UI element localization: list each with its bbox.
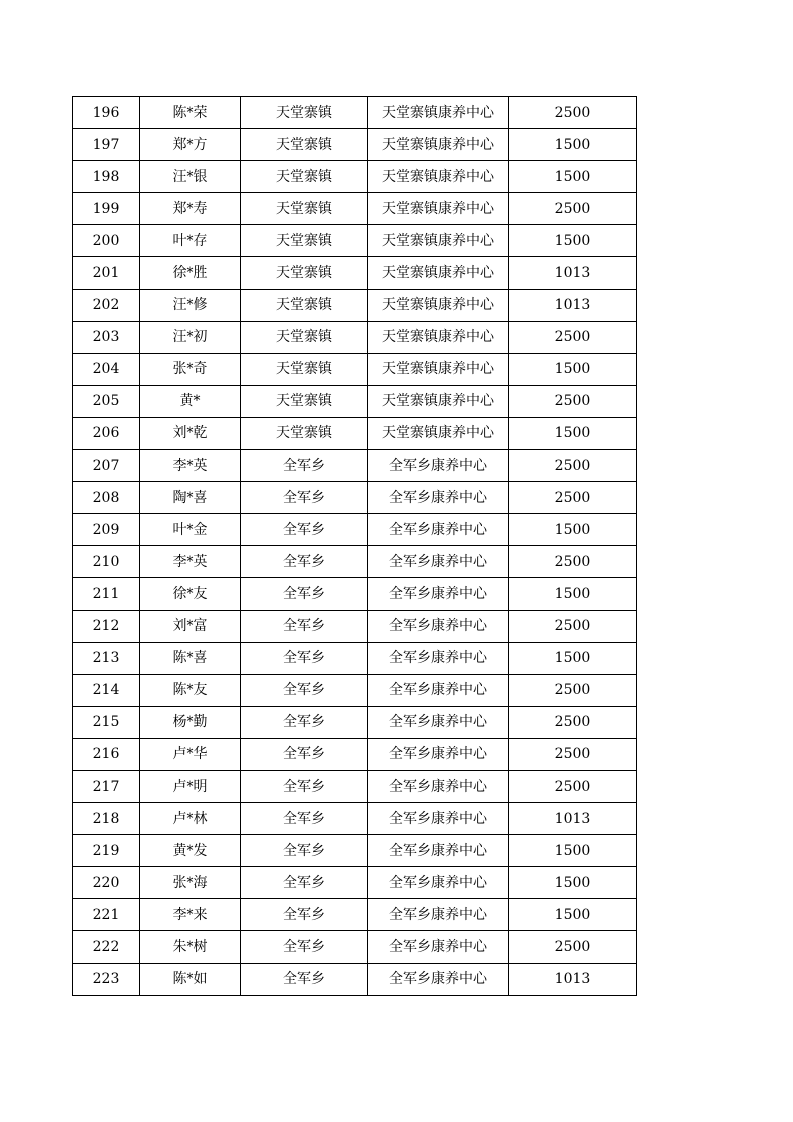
amount-cell: 2500 — [509, 674, 637, 706]
name-cell: 徐*胜 — [140, 257, 241, 289]
amount-cell: 1500 — [509, 835, 637, 867]
town-cell: 全军乡 — [241, 963, 368, 995]
name-cell: 汪*初 — [140, 321, 241, 353]
name-cell: 郑*方 — [140, 129, 241, 161]
town-cell: 天堂寨镇 — [241, 225, 368, 257]
amount-cell: 1500 — [509, 514, 637, 546]
name-cell: 陈*荣 — [140, 97, 241, 129]
care-center-cell: 天堂寨镇康养中心 — [368, 193, 509, 225]
care-center-cell: 全军乡康养中心 — [368, 835, 509, 867]
town-cell: 天堂寨镇 — [241, 257, 368, 289]
care-center-cell: 天堂寨镇康养中心 — [368, 321, 509, 353]
town-cell: 全军乡 — [241, 867, 368, 899]
care-center-cell: 全军乡康养中心 — [368, 514, 509, 546]
care-center-cell: 天堂寨镇康养中心 — [368, 161, 509, 193]
name-cell: 卢*林 — [140, 803, 241, 835]
table-row — [73, 97, 637, 129]
table-row — [73, 835, 637, 867]
table-row — [73, 353, 637, 385]
row-number-cell: 203 — [73, 321, 140, 353]
name-cell: 张*海 — [140, 867, 241, 899]
name-cell: 李*来 — [140, 899, 241, 931]
amount-cell: 1500 — [509, 129, 637, 161]
name-cell: 李*英 — [140, 546, 241, 578]
name-cell: 张*奇 — [140, 353, 241, 385]
town-cell: 天堂寨镇 — [241, 97, 368, 129]
table-row — [73, 738, 637, 770]
care-center-cell: 天堂寨镇康养中心 — [368, 289, 509, 321]
town-cell: 全军乡 — [241, 835, 368, 867]
name-cell: 徐*友 — [140, 578, 241, 610]
table-row — [73, 193, 637, 225]
town-cell: 全军乡 — [241, 674, 368, 706]
row-number-cell: 222 — [73, 931, 140, 963]
care-center-cell: 全军乡康养中心 — [368, 738, 509, 770]
name-cell: 叶*存 — [140, 225, 241, 257]
amount-cell: 2500 — [509, 385, 637, 417]
amount-cell: 1500 — [509, 353, 637, 385]
name-cell: 郑*寿 — [140, 193, 241, 225]
table-row — [73, 225, 637, 257]
town-cell: 全军乡 — [241, 546, 368, 578]
care-center-cell: 全军乡康养中心 — [368, 610, 509, 642]
town-cell: 全军乡 — [241, 931, 368, 963]
row-number-cell: 206 — [73, 417, 140, 449]
table-row — [73, 578, 637, 610]
care-center-cell: 天堂寨镇康养中心 — [368, 385, 509, 417]
care-center-cell: 天堂寨镇康养中心 — [368, 97, 509, 129]
amount-cell: 2500 — [509, 450, 637, 482]
row-number-cell: 219 — [73, 835, 140, 867]
name-cell: 朱*树 — [140, 931, 241, 963]
care-center-cell: 全军乡康养中心 — [368, 642, 509, 674]
row-number-cell: 199 — [73, 193, 140, 225]
town-cell: 全军乡 — [241, 803, 368, 835]
care-center-cell: 全军乡康养中心 — [368, 867, 509, 899]
name-cell: 汪*银 — [140, 161, 241, 193]
town-cell: 天堂寨镇 — [241, 417, 368, 449]
name-cell: 黄* — [140, 385, 241, 417]
table-row — [73, 610, 637, 642]
row-number-cell: 208 — [73, 482, 140, 514]
table-row — [73, 674, 637, 706]
row-number-cell: 196 — [73, 97, 140, 129]
name-cell: 陈*友 — [140, 674, 241, 706]
amount-cell: 1013 — [509, 257, 637, 289]
amount-cell: 1013 — [509, 289, 637, 321]
row-number-cell: 213 — [73, 642, 140, 674]
row-number-cell: 209 — [73, 514, 140, 546]
town-cell: 全军乡 — [241, 642, 368, 674]
care-center-cell: 全军乡康养中心 — [368, 803, 509, 835]
table-row — [73, 803, 637, 835]
town-cell: 全军乡 — [241, 610, 368, 642]
table-row — [73, 321, 637, 353]
row-number-cell: 201 — [73, 257, 140, 289]
amount-cell: 2500 — [509, 610, 637, 642]
table-row — [73, 546, 637, 578]
care-center-cell: 全军乡康养中心 — [368, 546, 509, 578]
row-number-cell: 210 — [73, 546, 140, 578]
name-cell: 刘*富 — [140, 610, 241, 642]
row-number-cell: 218 — [73, 803, 140, 835]
name-cell: 陶*喜 — [140, 482, 241, 514]
row-number-cell: 204 — [73, 353, 140, 385]
town-cell: 天堂寨镇 — [241, 321, 368, 353]
care-center-cell: 全军乡康养中心 — [368, 450, 509, 482]
amount-cell: 2500 — [509, 931, 637, 963]
row-number-cell: 223 — [73, 963, 140, 995]
table-body — [73, 97, 637, 996]
name-cell: 叶*金 — [140, 514, 241, 546]
town-cell: 全军乡 — [241, 899, 368, 931]
table-row — [73, 482, 637, 514]
row-number-cell: 202 — [73, 289, 140, 321]
town-cell: 全军乡 — [241, 450, 368, 482]
table-row — [73, 706, 637, 738]
care-center-cell: 全军乡康养中心 — [368, 770, 509, 802]
amount-cell: 1013 — [509, 803, 637, 835]
row-number-cell: 217 — [73, 770, 140, 802]
amount-cell: 2500 — [509, 706, 637, 738]
care-center-cell: 全军乡康养中心 — [368, 931, 509, 963]
table-row — [73, 289, 637, 321]
table-row — [73, 450, 637, 482]
table-row — [73, 385, 637, 417]
care-center-cell: 天堂寨镇康养中心 — [368, 257, 509, 289]
row-number-cell: 198 — [73, 161, 140, 193]
table-row — [73, 642, 637, 674]
amount-cell: 1500 — [509, 899, 637, 931]
care-center-cell: 全军乡康养中心 — [368, 482, 509, 514]
care-center-cell: 天堂寨镇康养中心 — [368, 353, 509, 385]
row-number-cell: 215 — [73, 706, 140, 738]
town-cell: 天堂寨镇 — [241, 353, 368, 385]
name-cell: 李*英 — [140, 450, 241, 482]
town-cell: 全军乡 — [241, 578, 368, 610]
amount-cell: 2500 — [509, 770, 637, 802]
care-center-cell: 全军乡康养中心 — [368, 963, 509, 995]
town-cell: 全军乡 — [241, 482, 368, 514]
amount-cell: 1500 — [509, 867, 637, 899]
town-cell: 天堂寨镇 — [241, 193, 368, 225]
row-number-cell: 216 — [73, 738, 140, 770]
table-row — [73, 899, 637, 931]
row-number-cell: 220 — [73, 867, 140, 899]
table-row — [73, 417, 637, 449]
name-cell: 刘*乾 — [140, 417, 241, 449]
table-row — [73, 161, 637, 193]
row-number-cell: 212 — [73, 610, 140, 642]
town-cell: 全军乡 — [241, 770, 368, 802]
care-center-cell: 全军乡康养中心 — [368, 899, 509, 931]
amount-cell: 2500 — [509, 97, 637, 129]
amount-cell: 2500 — [509, 193, 637, 225]
row-number-cell: 221 — [73, 899, 140, 931]
row-number-cell: 197 — [73, 129, 140, 161]
town-cell: 天堂寨镇 — [241, 129, 368, 161]
row-number-cell: 207 — [73, 450, 140, 482]
town-cell: 全军乡 — [241, 514, 368, 546]
amount-cell: 2500 — [509, 546, 637, 578]
amount-cell: 1500 — [509, 225, 637, 257]
table-row — [73, 514, 637, 546]
amount-cell: 1500 — [509, 642, 637, 674]
row-number-cell: 205 — [73, 385, 140, 417]
town-cell: 全军乡 — [241, 738, 368, 770]
town-cell: 天堂寨镇 — [241, 289, 368, 321]
town-cell: 天堂寨镇 — [241, 385, 368, 417]
table-row — [73, 931, 637, 963]
amount-cell: 1500 — [509, 161, 637, 193]
care-center-cell: 天堂寨镇康养中心 — [368, 129, 509, 161]
amount-cell: 2500 — [509, 482, 637, 514]
name-cell: 陈*喜 — [140, 642, 241, 674]
table-row — [73, 257, 637, 289]
amount-cell: 1013 — [509, 963, 637, 995]
name-cell: 汪*修 — [140, 289, 241, 321]
name-cell: 卢*华 — [140, 738, 241, 770]
data-table — [72, 96, 637, 996]
care-center-cell: 全军乡康养中心 — [368, 674, 509, 706]
care-center-cell: 全军乡康养中心 — [368, 578, 509, 610]
row-number-cell: 214 — [73, 674, 140, 706]
amount-cell: 2500 — [509, 321, 637, 353]
table-row — [73, 129, 637, 161]
name-cell: 杨*勤 — [140, 706, 241, 738]
name-cell: 卢*明 — [140, 770, 241, 802]
town-cell: 天堂寨镇 — [241, 161, 368, 193]
name-cell: 黄*发 — [140, 835, 241, 867]
care-center-cell: 全军乡康养中心 — [368, 706, 509, 738]
row-number-cell: 200 — [73, 225, 140, 257]
amount-cell: 1500 — [509, 578, 637, 610]
table-row — [73, 963, 637, 995]
table-row — [73, 867, 637, 899]
amount-cell: 1500 — [509, 417, 637, 449]
table-row — [73, 770, 637, 802]
care-center-cell: 天堂寨镇康养中心 — [368, 225, 509, 257]
row-number-cell: 211 — [73, 578, 140, 610]
name-cell: 陈*如 — [140, 963, 241, 995]
care-center-cell: 天堂寨镇康养中心 — [368, 417, 509, 449]
town-cell: 全军乡 — [241, 706, 368, 738]
amount-cell: 2500 — [509, 738, 637, 770]
